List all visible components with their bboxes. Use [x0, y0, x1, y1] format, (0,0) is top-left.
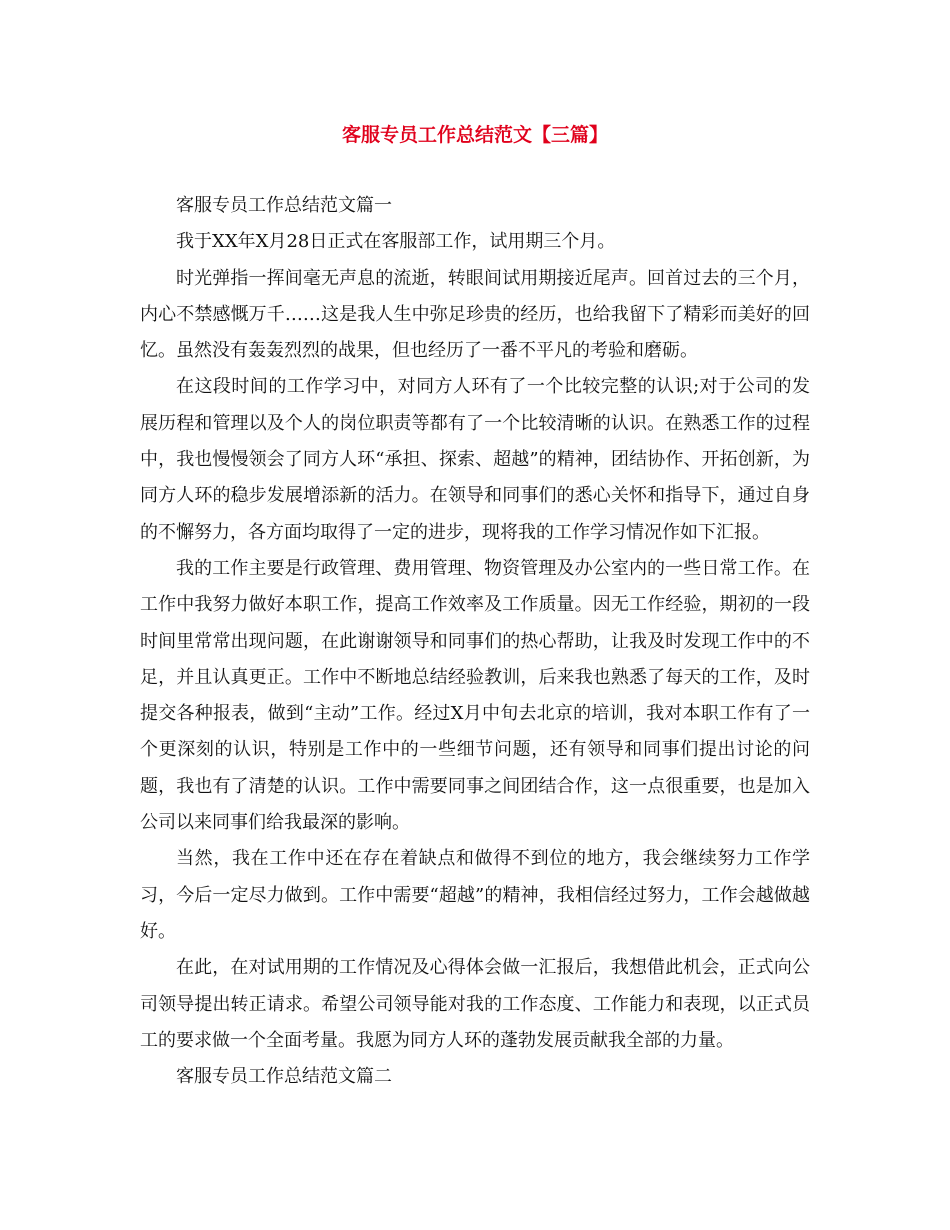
paragraph: 我的工作主要是行政管理、费用管理、物资管理及办公室内的一些日常工作。在工作中我努力做好本职工作，提高工作效率及工作质量。因无工作经验，期初的一段时间里常常出现问题，在此谢谢领导和同事们的热心帮助，让我及时发现工作中的不足，并且认真更正。工作中不断地总结经验教训，后来我也熟悉了每天的工作，及时提交各种报表，做到“主动”工作。经过X月中旬去北京的培训，我对本职工作有了一个更深刻的认识，特别是工作中的一些细节问题，还有领导和同事们提出讨论的问题，我也有了清楚的认识。工作中需要同事之间团结合作，这一点很重要，也是加入公司以来同事们给我最深的影响。 — [140, 557, 810, 834]
paragraph: 在这段时间的工作学习中，对同方人环有了一个比较完整的认识;对于公司的发展历程和管理以及个人的岗位职责等都有了一个比较清晰的认识。在熟悉工作的过程中，我也慢慢领会了同方人环“承担、探索、超越”的精神，团结协作、开拓创新，为同方人环的稳步发展增添新的活力。在领导和同事们的悉心关怀和指导下，通过自身的不懈努力，各方面均取得了一定的进步，现将我的工作学习情况作如下汇报。 — [140, 376, 810, 543]
document-body — [140, 188, 810, 1095]
section-heading-2: 客服专员工作总结范文篇二 — [176, 1066, 392, 1088]
section-heading-1: 客服专员工作总结范文篇一 — [176, 195, 392, 216]
paragraph: 时光弹指一挥间毫无声息的流逝，转眼间试用期接近尾声。回首过去的三个月，内心不禁感慨万千……这是我人生中弥足珍贵的经历，也给我留下了精彩而美好的回忆。虽然没有轰轰烈烈的战果，但也经历了一番不平凡的考验和磨砺。 — [140, 267, 810, 362]
paragraph: 在此，在对试用期的工作情况及心得体会做一汇报后，我想借此机会，正式向公司领导提出转正请求。希望公司领导能对我的工作态度、工作能力和表现，以正式员工的要求做一个全面考量。我愿为同方人环的蓬勃发展贡献我全部的力量。 — [140, 957, 810, 1051]
document-title: 客服专员工作总结范文【三篇】 — [341, 124, 608, 146]
paragraph: 当然，我在工作中还在存在着缺点和做得不到位的地方，我会继续努力工作学习，今后一定尽力做到。工作中需要“超越”的精神，我相信经过努力，工作会越做越好。 — [140, 848, 810, 942]
paragraph: 我于XX年X月28日正式在客服部工作，试用期三个月。 — [176, 231, 616, 253]
